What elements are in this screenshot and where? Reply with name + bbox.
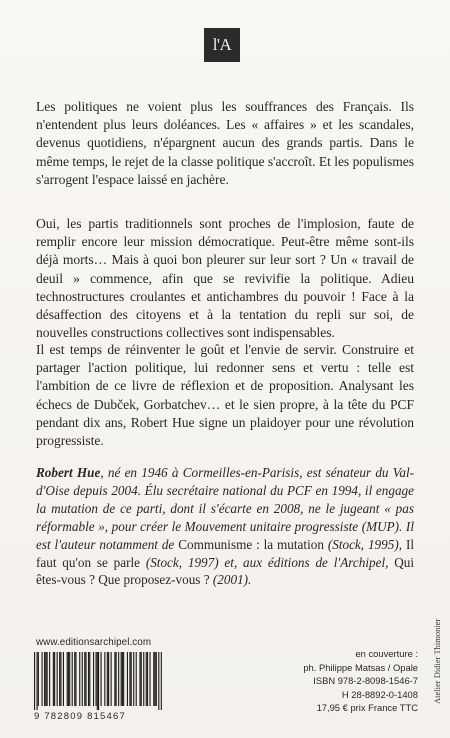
barcode-bar xyxy=(37,652,38,710)
barcode-bars-icon xyxy=(34,652,162,710)
publisher-logo: l'A xyxy=(204,28,240,62)
barcode-bar xyxy=(95,652,96,706)
barcode-bar xyxy=(122,652,123,706)
barcode-bar xyxy=(79,652,80,706)
barcode-bar xyxy=(133,652,134,706)
barcode-bar xyxy=(127,652,128,706)
barcode-bar xyxy=(49,652,50,706)
barcode-bar xyxy=(67,652,68,706)
author-name: Robert Hue xyxy=(36,465,101,480)
barcode-bar xyxy=(97,652,98,710)
barcode-bar xyxy=(108,652,109,706)
bio-title-2: Il faut qu'on se parle xyxy=(36,536,414,570)
barcode-bar xyxy=(38,652,39,706)
bio-text-1: , né en 1946 à Cormeilles-en-Parisis, est sénateur du Val-d'Oise depuis 2004. Élu secrétaire national du PCF en 1994, il engage la mutation de ce parti, dont il s'écarte en 2008, ne le jugeant « pas réformable », pour créer le Mouvement unitaire progressiste (MUP). Il est l'auteur notamment de xyxy=(36,465,414,552)
photo-credit: ph. Philippe Matsas / Opale xyxy=(303,661,418,673)
barcode-bar xyxy=(89,652,90,706)
barcode-bar xyxy=(57,652,58,706)
barcode-bar xyxy=(104,652,105,706)
barcode-bar xyxy=(54,652,55,706)
barcode-bar xyxy=(123,652,124,706)
barcode-bar xyxy=(139,652,140,706)
designer-credit: Atelier Didier Thimonier xyxy=(432,618,442,704)
isbn: ISBN 978-2-8098-1546-7 xyxy=(313,675,418,687)
barcode-bar xyxy=(44,652,45,706)
price: 17,95 € prix France TTC xyxy=(316,702,418,714)
bio-title-1: Communisme : la mutation xyxy=(178,536,324,552)
barcode-bar xyxy=(85,652,86,706)
barcode-bar xyxy=(131,652,132,706)
barcode-bar xyxy=(98,652,99,710)
bio-text-3: (Stock, 1997) et, aux éditions de l'Archipel, xyxy=(140,554,395,570)
barcode-bar xyxy=(158,652,159,710)
author-bio xyxy=(36,464,414,589)
barcode-bar xyxy=(60,652,61,706)
barcode-bar xyxy=(116,652,117,706)
barcode-bar xyxy=(111,652,112,706)
barcode-bar xyxy=(42,652,43,706)
bio-title-3: Qui êtes-vous ? Que proposez-vous ? xyxy=(36,554,414,588)
barcode-bar xyxy=(143,652,144,706)
barcode-bar xyxy=(82,652,83,706)
barcode-bar xyxy=(121,652,122,706)
barcode-bar xyxy=(114,652,115,706)
blurb-paragraph-1: Les politiques ne voient plus les souffrances des Français. Ils n'entendent plus leurs doléances. Les « affaires » et les scandales, devenus quotidiens, n'épargnent aucun des grands partis. Dans le même temps, le rejet de la classe politique s'accroît. Et les populismes s'arrogent l'espace laissé en jachère. xyxy=(36,99,414,187)
blurb-paragraph-2: Oui, les partis traditionnels sont proches de l'implosion, faute de remplir encore leur mission démocratique. Peut-être même sont-ils déjà morts… Mais à quoi bon pleurer sur leur sort ? Un « travail de deuil » commence, afin que se revivifie la politique. Adieu technostructures croulantes et antichambres du pouvoir ! Face à la désaffection des citoyens et à la tentation du repli sur soi, de nouvelles constructions collectives sont indispensables. xyxy=(36,216,414,341)
barcode-number: 9 782809 815467 xyxy=(34,711,126,722)
barcode-bar xyxy=(156,652,157,706)
barcode-bar xyxy=(154,652,155,706)
barcode-bar xyxy=(161,652,162,710)
barcode-bar xyxy=(136,652,137,706)
barcode xyxy=(34,652,162,712)
barcode-bar xyxy=(63,652,64,706)
barcode-bar xyxy=(88,652,89,706)
barcode-bar xyxy=(84,652,85,706)
barcode-bar xyxy=(45,652,46,706)
bio-text-4: (2001). xyxy=(209,572,252,588)
barcode-bar xyxy=(107,652,108,706)
barcode-bar xyxy=(149,652,150,706)
barcode-bar xyxy=(146,652,147,706)
barcode-bar xyxy=(153,652,154,706)
barcode-bar xyxy=(53,652,54,706)
barcode-bar xyxy=(101,652,102,706)
barcode-bar xyxy=(69,652,70,706)
barcode-bar xyxy=(129,652,130,706)
barcode-bar xyxy=(141,652,142,706)
product-code: H 28-8892-0-1408 xyxy=(341,688,418,700)
barcode-bar xyxy=(47,652,48,706)
barcode-bar xyxy=(74,652,75,706)
barcode-bar xyxy=(147,652,148,706)
barcode-bar xyxy=(59,652,60,706)
blurb-paragraph-3: Il est temps de réinventer le goût et l'envie de servir. Construire et partager l'action politique, lui redonner sens et vertu : telle est l'ambition de ce livre de réflexion et de proposition. Analysant les échecs de Dubček, Gorbatchev… et le sien propre, à la tête du PCF pendant dix ans, Robert Hue signe un plaidoyer pour une révolution progressiste. xyxy=(36,342,414,449)
barcode-bar xyxy=(68,652,69,706)
credits-block xyxy=(303,647,418,715)
cover-credit-label: en couverture : xyxy=(355,648,418,659)
barcode-bar xyxy=(118,652,119,706)
barcode-bar xyxy=(93,652,94,706)
barcode-bar xyxy=(75,652,76,706)
barcode-bar xyxy=(72,652,73,706)
barcode-bar xyxy=(34,652,35,710)
bio-text-2: (Stock, 1995), xyxy=(323,536,406,552)
publisher-url: www.editionsarchipel.com xyxy=(36,637,152,648)
